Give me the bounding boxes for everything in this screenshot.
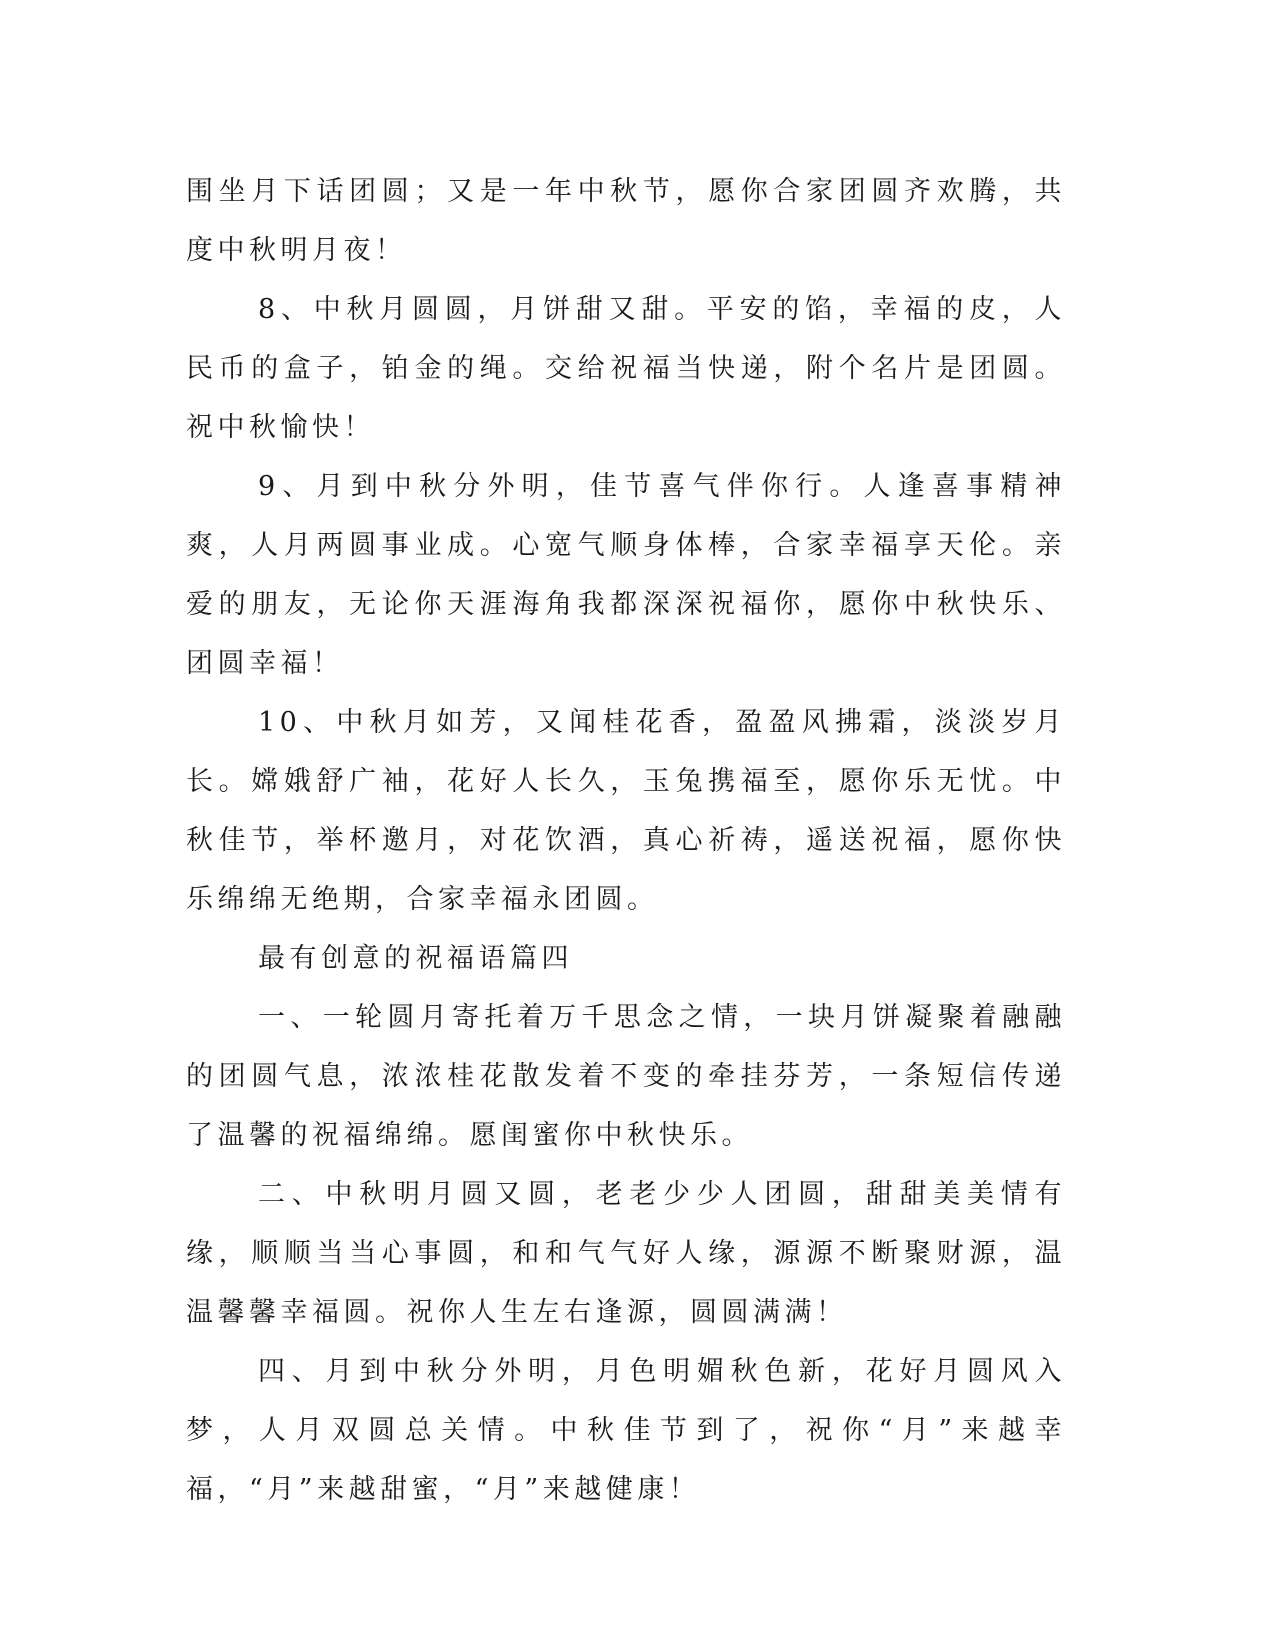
paragraph-wish-two: 二、中秋明月圆又圆，老老少少人团圆，甜甜美美情有缘，顺顺当当心事圆，和和气气好人缘，源源不断聚财源，温温馨馨幸福圆。祝你人生左右逢源，圆圆满满！ — [186, 1179, 1066, 1328]
paragraph-wish-one: 一、一轮圆月寄托着万千思念之情，一块月饼凝聚着融融的团圆气息，浓浓桂花散发着不变的牵挂芬芳，一条短信传递了温馨的祝福绵绵。愿闺蜜你中秋快乐。 — [186, 1002, 1066, 1151]
paragraph-wish-9: 9、月到中秋分外明，佳节喜气伴你行。人逢喜事精神爽，人月两圆事业成。心宽气顺身体棒，合家幸福享天伦。亲爱的朋友，无论你天涯海角我都深深祝福你，愿你中秋快乐、团圆幸福！ — [186, 471, 1066, 679]
document-body — [186, 162, 1066, 1519]
paragraph-wish-10: 10、中秋月如芳，又闻桂花香，盈盈风拂霜，淡淡岁月长。嫦娥舒广袖，花好人长久，玉兔携福至，愿你乐无忧。中秋佳节，举杯邀月，对花饮酒，真心祈祷，遥送祝福，愿你快乐绵绵无绝期，合家幸福永团圆。 — [186, 707, 1066, 915]
paragraph-wish-four: 四、月到中秋分外明，月色明媚秋色新，花好月圆风入梦，人月双圆总关情。中秋佳节到了，祝你“月”来越幸福，“月”来越甜蜜，“月”来越健康！ — [186, 1356, 1066, 1505]
paragraph-wish-8: 8、中秋月圆圆，月饼甜又甜。平安的馅，幸福的皮，人民币的盒子，铂金的绳。交给祝福当快递，附个名片是团圆。祝中秋愉快！ — [186, 294, 1066, 443]
paragraph-continued: 围坐月下话团圆；又是一年中秋节，愿你合家团圆齐欢腾，共度中秋明月夜！ — [186, 176, 1066, 266]
section-heading: 最有创意的祝福语篇四 — [258, 943, 573, 974]
